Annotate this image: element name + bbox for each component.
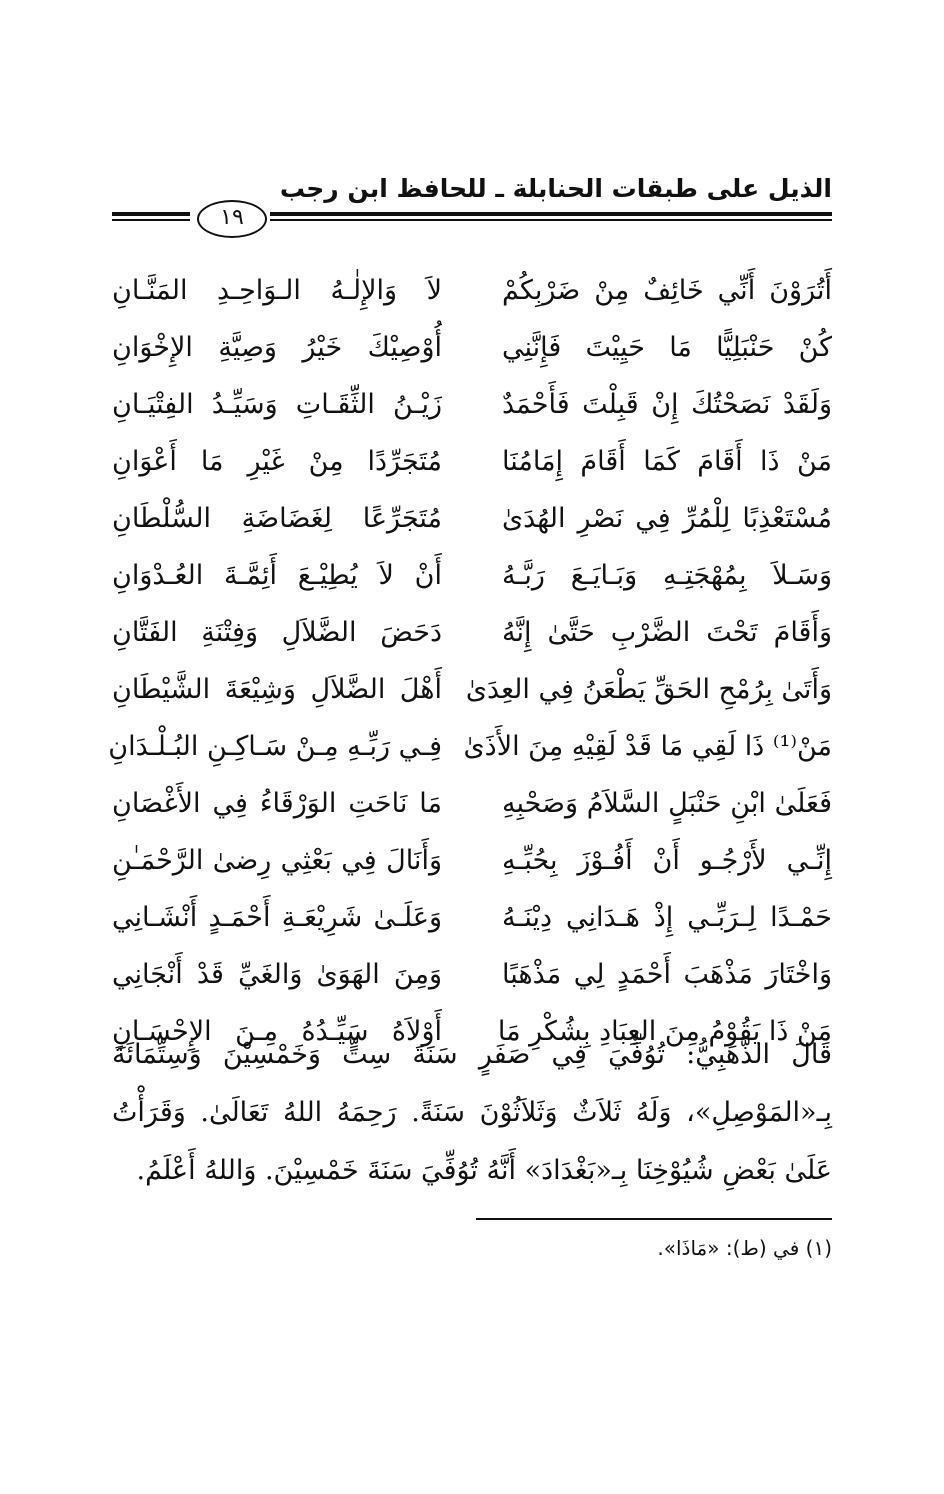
verse-second-hemistich: أَوْلاَهُ سَيِّـدُهُ مِـنَ الإِحْسَـانِ [112, 1016, 442, 1047]
verse-second-hemistich: أُوْصِيْكَ خَيْرُ وَصِيَّةِ الإِخْوَانِ [112, 332, 442, 363]
poem-verse [112, 376, 832, 433]
poem-verse [108, 718, 832, 775]
verse-first-hemistich: مَنْ ذَا أَقَامَ كَمَا أَقَامَ إِمَامُنَا [502, 446, 832, 477]
header-rule-right [270, 212, 832, 223]
poem-verse [112, 889, 832, 946]
verse-second-hemistich: زَيْـنُ الثِّقَـاتِ وَسَيِّـدُ الفِتْيَـانِ [112, 389, 442, 420]
verse-second-hemistich: وَأَنَالَ فِي بَعْثِي رِضىٰ الرَّحْمَـٰنِ [112, 845, 442, 876]
header-rule-line [270, 219, 832, 221]
poem-verse [112, 547, 832, 604]
poem-verse [112, 832, 832, 889]
poem-verse [112, 490, 832, 547]
poem-verse [112, 604, 832, 661]
verse-second-hemistich: فِـي رَبِّـهِ مِـنْ سَـاكِـنِ البُـلْـدَانِ [108, 731, 442, 762]
verse-first-hemistich: مُسْتَعْذِبًا لِلْمُرِّ فِي نَصْرِ الهُدَىٰ [502, 503, 832, 534]
verse-first-hemistich: وَأَقَامَ تَحْتَ الضَّرْبِ حَتَّىٰ إِنَّهُ [502, 617, 832, 648]
verse-second-hemistich: أَهْلَ الضَّلاَلِ وَشِيْعَةَ الشَّيْطَانِ [112, 674, 442, 705]
footnote-separator [476, 1218, 832, 1220]
header-rule-line [112, 212, 190, 216]
verse-first-hemistich: وَسَـلاَ بِمُهْجَتِـهِ وَبَـايَـعَ رَبَّـهُ [502, 560, 832, 591]
poem-verse [112, 946, 832, 1003]
verse-second-hemistich: دَحَضَ الضَّلاَلِ وَفِتْنَةِ الفَتَّانِ [112, 617, 442, 648]
verse-second-hemistich: وَمِنَ الهَوَىٰ وَالغَيِّ قَدْ أَنْجَانِي [112, 959, 442, 990]
poem-verse [112, 433, 832, 490]
verse-first-hemistich: وَلَقَدْ نَصَحْتُكَ إِنْ قَبِلْتَ فَأَحْمَدٌ [502, 389, 832, 420]
footnote: (١) في (ط): «مَاذَا». [657, 1236, 832, 1260]
verse-first-hemistich: حَمْـدًا لِـرَبِّـي إِذْ هَـدَانِي دِيْنَـهُ [502, 902, 832, 933]
poem-verse [112, 661, 832, 718]
header-rule-line [270, 212, 832, 216]
verse-first-hemistich: كُنْ حَنْبَلِيًّا مَا حَيِيْتَ فَإِنَّنِي [502, 332, 832, 363]
running-header-title: الذيل على طبقات الحنابلة ـ للحافظ ابن رجب [279, 174, 832, 203]
verse-second-hemistich: وَعَلَـىٰ شَرِيْعَـةِ أَحْمَـدٍ أَنْشَـانِي [112, 902, 442, 933]
verse-first-hemistich: وَأَتَىٰ بِرُمْحِ الحَقِّ يَطْعَنُ فِي العِدَىٰ [465, 674, 832, 705]
header-rule-left [112, 212, 190, 223]
verse-first-hemistich: مَنْ⁽¹⁾ ذَا لَقِي مَا قَدْ لَقِيْهِ مِنَ الأَذَىٰ [463, 731, 832, 762]
verse-first-hemistich: مَنْ ذَا يَقُوْمُ مِنَ العِبَادِ بِشُكْرِ مَا [497, 1016, 832, 1047]
verse-second-hemistich: مُتَجَرِّعًا لِغَضَاضَةِ السُّلْطَانِ [112, 503, 442, 534]
poem-verse [112, 319, 832, 376]
poem-verse [112, 775, 832, 832]
verse-first-hemistich: وَاخْتَارَ مَذْهَبَ أَحْمَدٍ لِي مَذْهَبًا [502, 959, 832, 990]
poem [108, 262, 832, 1060]
body-paragraph: قَالَ الذَّهَبِيُّ: تُوُفِّيَ فِي صَفَرٍ سَنَةَ سِتٍّ وَخَمْسِيْنَ وَسِتِّمَائَةَ بِـ«المَوْصِلِ»، وَلَهُ ثَلاَثٌ وَثَلاَثُوْنَ سَنَةً. رَحِمَهُ اللهُ تَعَالَىٰ. وَقَرَأْتُ عَلَىٰ بَعْضِ شُيُوْخِنَا بِـ«بَغْدَادَ» أَنَّهُ تُوُفِّيَ سَنَةَ خَمْسِيْنَ. وَاللهُ أَعْلَمُ. [112, 1039, 832, 1186]
verse-second-hemistich: مُتَجَرِّدًا مِنْ غَيْرِ مَا أَعْوَانِ [112, 446, 442, 477]
verse-second-hemistich: أَنْ لاَ يُطِيْـعَ أَئِمَّـةَ العُـدْوَانِ [112, 560, 442, 591]
header-rule-line [112, 219, 190, 221]
verse-second-hemistich: مَا نَاحَتِ الوَرْقَاءُ فِي الأَغْصَانِ [112, 788, 442, 819]
page-number: ١٩ [197, 200, 267, 238]
verse-first-hemistich: إِنِّـي لأَرْجُـو أَنْ أَفُـوْزَ بِحُبِّـهِ [502, 845, 832, 876]
verse-second-hemistich: لاَ وَالإِلٰـهُ الـوَاحِـدِ المَنَّـانِ [112, 275, 442, 306]
verse-first-hemistich: فَعَلَىٰ ابْنِ حَنْبَلٍ السَّلاَمُ وَصَحْبِهِ [502, 788, 832, 819]
verse-first-hemistich: أَتُرَوْنَ أَنِّي خَائِفٌ مِنْ ضَرْبِكُمْ [502, 275, 832, 306]
poem-verse [112, 262, 832, 319]
